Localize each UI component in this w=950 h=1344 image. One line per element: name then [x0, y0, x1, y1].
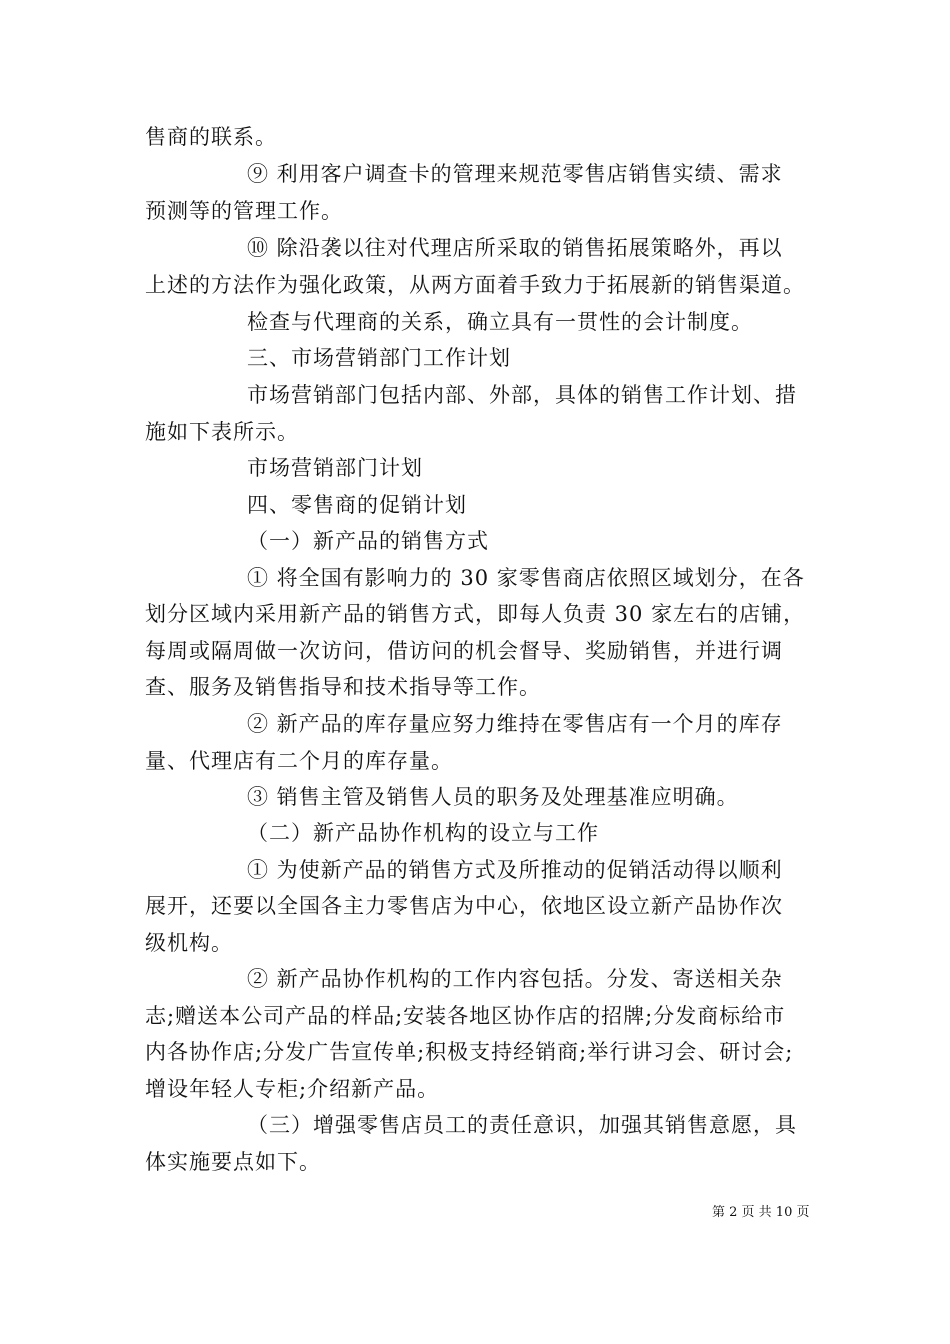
- text-line: ① 为使新产品的销售方式及所推动的促销活动得以顺利: [247, 858, 783, 882]
- text-line: 查、服务及销售指导和技术指导等工作。: [145, 675, 541, 699]
- subsection-heading: （二）新产品协作机构的设立与工作: [247, 821, 599, 845]
- subsection-heading: （三）增强零售店员工的责任意识，加强其销售意愿，具: [247, 1113, 797, 1137]
- text-line: 每周或隔周做一次访问，借访问的机会督导、奖励销售，并进行调: [145, 639, 783, 663]
- text-line: 售商的联系。: [145, 125, 277, 149]
- text-line: 展开，还要以全国各主力零售店为中心，依地区设立新产品协作次: [145, 894, 783, 918]
- text-line: 增设年轻人专柜;介绍新产品。: [145, 1077, 440, 1101]
- text-line: 施如下表所示。: [145, 420, 299, 444]
- section-heading: 三、市场营销部门工作计划: [247, 346, 511, 370]
- subsection-heading: （一）新产品的销售方式: [247, 529, 489, 553]
- text-line: ② 新产品的库存量应努力维持在零售店有一个月的库存: [247, 712, 783, 736]
- text-line: 级机构。: [145, 931, 233, 955]
- text-line: 内各协作店;分发广告宣传单;积极支持经销商;举行讲习会、研讨会;: [145, 1040, 794, 1064]
- section-heading: 四、零售商的促销计划: [247, 493, 467, 517]
- text-line: ⑨ 利用客户调查卡的管理来规范零售店销售实绩、需求: [247, 162, 783, 186]
- text-line: 上述的方法作为强化政策，从两方面着手致力于拓展新的销售渠道。: [145, 273, 805, 297]
- table-caption: 市场营销部门计划: [247, 456, 423, 480]
- text-line: ⑩ 除沿袭以往对代理店所采取的销售拓展策略外，再以: [247, 236, 783, 260]
- page-number: 第 2 页 共 10 页: [712, 1205, 810, 1220]
- text-line: 检查与代理商的关系，确立具有一贯性的会计制度。: [247, 310, 753, 334]
- text-line: 体实施要点如下。: [145, 1150, 321, 1174]
- text-line: 划分区域内采用新产品的销售方式，即每人负责 30 家左右的店铺，: [145, 602, 806, 626]
- text-line: ② 新产品协作机构的工作内容包括。分发、寄送相关杂: [247, 967, 783, 991]
- text-line: 预测等的管理工作。: [145, 199, 343, 223]
- text-line: ③ 销售主管及销售人员的职务及处理基准应明确。: [247, 785, 739, 809]
- text-line: 市场营销部门包括内部、外部，具体的销售工作计划、措: [247, 383, 797, 407]
- text-line: ① 将全国有影响力的 30 家零售商店依照区域划分，在各: [247, 566, 805, 590]
- text-line: 量、代理店有二个月的库存量。: [145, 749, 453, 773]
- text-line: 志;赠送本公司产品的样品;安装各地区协作店的招牌;分发商标给市: [145, 1004, 786, 1028]
